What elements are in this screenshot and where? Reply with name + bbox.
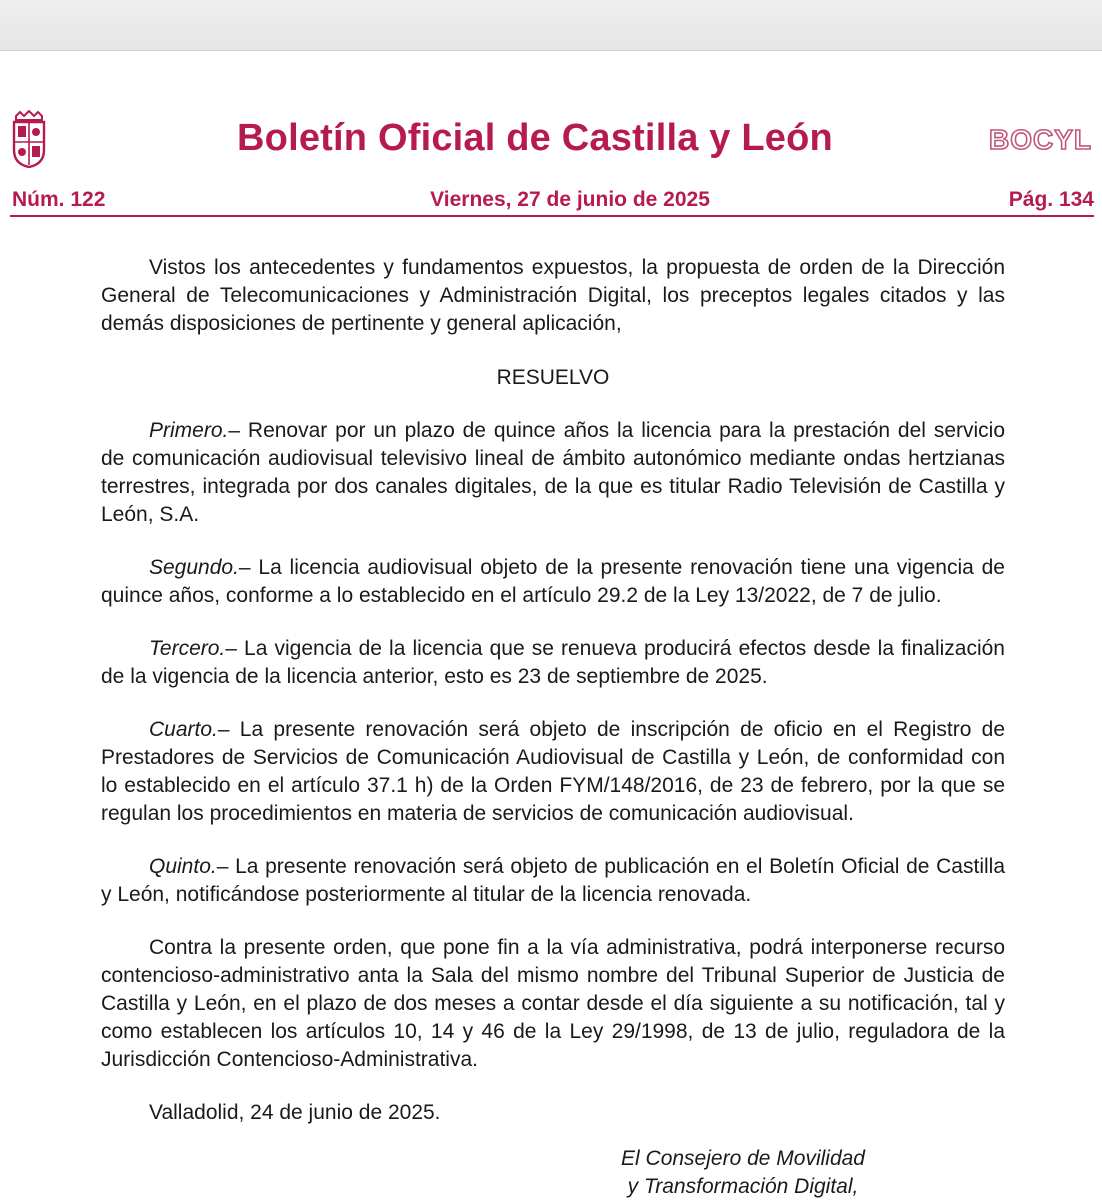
item-label: Segundo. — [149, 556, 239, 579]
item-text: – La licencia audiovisual objeto de la presente renovación tiene una vigencia de quince años, conforme a lo establecido en el artículo 29.2 de la Ley 13/2022, de 7 de julio. — [101, 556, 1005, 607]
item-label: Tercero. — [149, 637, 226, 660]
resuelvo-heading: RESUELVO — [496, 366, 610, 389]
bocyl-logo: BOCYL — [989, 124, 1092, 155]
resolution-item-segundo — [101, 554, 1005, 610]
place-date: Valladolid, 24 de junio de 2025. — [149, 1101, 441, 1124]
resolution-item-quinto — [101, 853, 1005, 909]
viewer-toolbar — [0, 0, 1102, 51]
issue-number: Núm. 122 — [12, 188, 106, 211]
signature-block — [101, 1145, 1005, 1201]
resolution-item-tercero — [101, 635, 1005, 691]
signature-line: El Consejero de Movilidad — [621, 1147, 865, 1170]
item-text: – La presente renovación será objeto de inscripción de oficio en el Registro de Prestadores de Servicios de Comunicación Audiovisual de Castilla y León, de conformidad con lo establecido en el artículo 37.1 h) de la Orden FYM/148/2016, de 23 de febrero, por la que se regulan los procedimientos en materia de servicios de comunicación audiovisual. — [101, 718, 1005, 825]
appeal-paragraph: Contra la presente orden, que pone fin a la vía administrativa, podrá interponerse recurso contencioso-administrativo anta la Sala del mismo nombre del Tribunal Superior de Justicia de Castilla y León, en el plazo de dos meses a contar desde el día siguiente a su notificación, tal y como establecen los artículos 10, 14 y 46 de la Ley 29/1998, de 13 de julio, reguladora de la Jurisdicción Contencioso-Administrativa. — [101, 936, 1005, 1071]
item-text: – Renovar por un plazo de quince años la licencia para la prestación del servicio de comunicación audiovisual televisivo lineal de ámbito autonómico mediante ondas hertzianas terrestres, integrada por dos canales digitales, de la que es titular Radio Televisión de Castilla y León, S.A. — [101, 419, 1005, 526]
item-text: – La vigencia de la licencia que se renueva producirá efectos desde la finalización de la vigencia de la licencia anterior, esto es 23 de septiembre de 2025. — [101, 637, 1005, 688]
item-label: Cuarto. — [149, 718, 218, 741]
item-label: Primero. — [149, 419, 229, 442]
bulletin-title: Boletín Oficial de Castilla y León — [237, 117, 833, 159]
intro-paragraph: Vistos los antecedentes y fundamentos expuestos, la propuesta de orden de la Dirección General de Telecomunicaciones y Administración Digital, los preceptos legales citados y las demás disposiciones de pertinente y general aplicación, — [101, 256, 1005, 335]
item-text: – La presente renovación será objeto de publicación en el Boletín Oficial de Castilla y León, notificándose posteriormente al titular de la licencia renovada. — [101, 855, 1005, 906]
signature-line: y Transformación Digital, — [627, 1175, 859, 1198]
issue-date: Viernes, 27 de junio de 2025 — [430, 188, 710, 211]
item-label: Quinto. — [149, 855, 217, 878]
header-divider — [10, 215, 1094, 217]
resolution-item-cuarto — [101, 716, 1005, 828]
resolution-item-primero — [101, 417, 1005, 529]
page-number: Pág. 134 — [1008, 188, 1094, 211]
document-body — [101, 254, 1005, 1201]
